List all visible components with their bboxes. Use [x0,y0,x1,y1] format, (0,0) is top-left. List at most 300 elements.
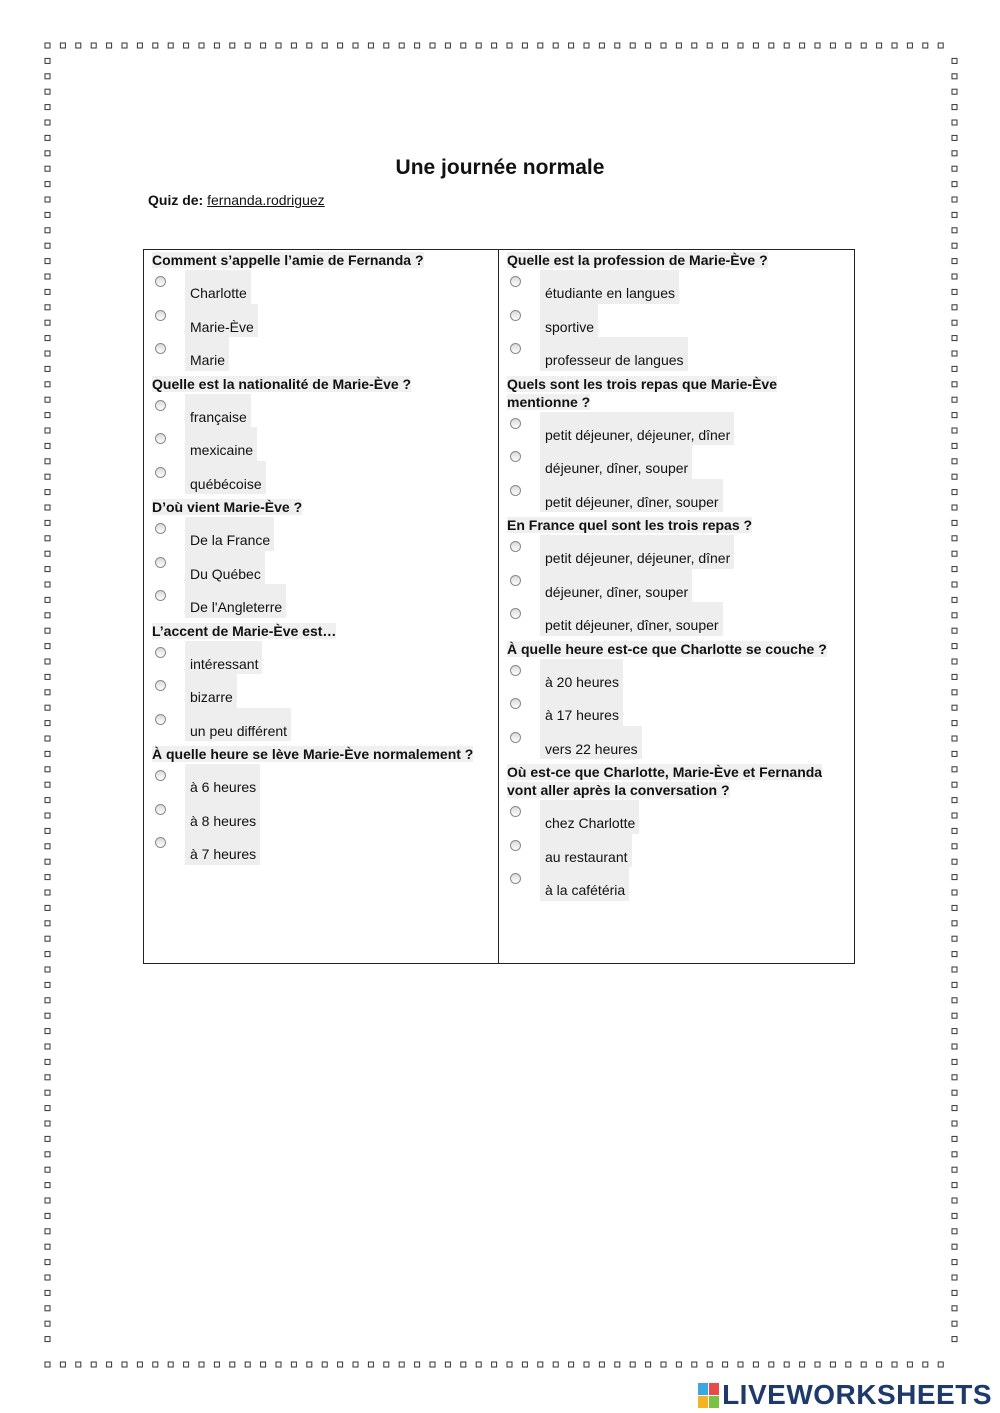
border-square [45,1321,50,1326]
question-block [507,764,848,901]
border-square [45,212,50,217]
border-square [45,1167,50,1172]
border-square [476,43,481,48]
radio-button[interactable] [155,590,166,601]
border-square [307,43,312,48]
option-label[interactable]: Marie [185,337,229,371]
border-square [952,875,957,880]
border-square [45,397,50,402]
border-square [107,43,112,48]
option-label[interactable]: professeur de langues [540,337,688,371]
radio-button[interactable] [510,276,521,287]
border-square [45,520,50,525]
option-label[interactable]: Marie-Ève [185,304,258,338]
border-square [952,1213,957,1218]
option-label[interactable]: étudiante en langues [540,270,679,304]
logo-mark-square [698,1396,708,1408]
answer-option[interactable] [152,674,492,708]
option-label[interactable]: sportive [540,304,598,338]
radio-button[interactable] [155,680,166,691]
border-square [45,1229,50,1234]
border-square [492,43,497,48]
border-square [952,567,957,572]
answer-option[interactable] [152,831,492,865]
answer-option[interactable] [152,708,492,742]
border-square [45,1290,50,1295]
answer-option[interactable] [152,304,492,338]
border-square [45,674,50,679]
border-square [45,813,50,818]
border-square [137,1362,142,1367]
border-square [153,1362,158,1367]
border-square [784,43,789,48]
border-square [45,336,50,341]
border-square [952,1229,957,1234]
border-square [45,705,50,710]
border-square [45,197,50,202]
answer-option[interactable] [507,412,848,446]
border-square [952,613,957,618]
border-square [952,382,957,387]
option-label[interactable]: bizarre [185,674,237,708]
border-square [45,875,50,880]
author-link[interactable]: fernanda.rodriguez [207,192,325,208]
border-square [45,1275,50,1280]
border-square [45,828,50,833]
question-block [152,746,492,865]
quiz-table [143,249,855,964]
border-square [952,1013,957,1018]
answer-option[interactable] [507,270,848,304]
border-square [952,336,957,341]
border-square [122,43,127,48]
border-square [952,1337,957,1342]
byline-label: Quiz de: [148,192,204,208]
border-square [45,1198,50,1203]
border-square [952,936,957,941]
border-square [952,1183,957,1188]
radio-button[interactable] [510,575,521,586]
question-text: À quelle heure se lève Marie-Ève normalement ? [152,746,474,762]
option-label[interactable]: déjeuner, dîner, souper [540,569,692,603]
border-square [45,243,50,248]
page-title: Une journée normale [395,156,605,179]
border-square [91,1362,96,1367]
border-square [430,1362,435,1367]
border-square [952,243,957,248]
border-square [291,43,296,48]
border-square [952,551,957,556]
border-square [45,767,50,772]
answer-option[interactable] [507,659,848,693]
option-label[interactable]: intéressant [185,641,262,675]
border-square [952,967,957,972]
border-square [952,705,957,710]
border-square [615,1362,620,1367]
border-square [214,1362,219,1367]
border-square [461,1362,466,1367]
border-square [952,582,957,587]
border-square [45,1362,50,1367]
border-square [522,43,527,48]
border-square [261,1362,266,1367]
border-square [952,1106,957,1111]
border-square [153,43,158,48]
border-square [45,459,50,464]
border-square [45,474,50,479]
border-square [45,1106,50,1111]
question-text: D’où vient Marie-Ève ? [152,499,303,515]
radio-button[interactable] [155,276,166,287]
border-square [952,1198,957,1203]
question-text: En France quel sont les trois repas ? [507,517,753,533]
quiz-byline [148,192,325,208]
border-square [199,43,204,48]
answer-option[interactable] [507,535,848,569]
option-label[interactable]: à 20 heures [540,659,623,693]
border-square [815,43,820,48]
border-square [245,1362,250,1367]
answer-option[interactable] [152,461,492,495]
border-square [952,274,957,279]
border-square [45,58,50,63]
radio-button[interactable] [510,541,521,552]
border-square [45,936,50,941]
option-label[interactable]: Charlotte [185,270,251,304]
border-square [846,43,851,48]
radio-button[interactable] [510,698,521,709]
border-square [538,1362,543,1367]
answer-option[interactable] [507,479,848,513]
border-square [952,58,957,63]
option-label[interactable]: petit déjeuner, déjeuner, dîner [540,535,734,569]
radio-button[interactable] [510,665,521,676]
border-square [553,43,558,48]
question-block [152,623,492,742]
radio-button[interactable] [510,608,521,619]
border-square [952,1059,957,1064]
border-square [384,1362,389,1367]
border-square [952,597,957,602]
border-square [846,1362,851,1367]
border-square [45,305,50,310]
border-square [661,43,666,48]
border-square [952,520,957,525]
border-square [445,1362,450,1367]
border-square [76,43,81,48]
option-label[interactable]: De la France [185,517,274,551]
border-square [45,690,50,695]
border-square [45,721,50,726]
border-square [952,259,957,264]
border-square [45,751,50,756]
answer-option[interactable] [507,800,848,834]
radio-button[interactable] [155,557,166,568]
border-square [45,998,50,1003]
border-square [952,1167,957,1172]
border-square [76,1362,81,1367]
border-square [45,890,50,895]
border-square [952,1244,957,1249]
radio-button[interactable] [155,804,166,815]
option-label[interactable]: au restaurant [540,834,632,868]
border-square [952,1290,957,1295]
border-square [952,921,957,926]
border-square [45,351,50,356]
answer-option[interactable] [152,394,492,428]
radio-button[interactable] [510,343,521,354]
option-label[interactable]: québécoise [185,461,266,495]
border-square [45,505,50,510]
radio-button[interactable] [155,714,166,725]
border-square [45,1029,50,1034]
answer-option[interactable] [152,427,492,461]
radio-button[interactable] [155,433,166,444]
border-square [384,43,389,48]
answer-option[interactable] [152,584,492,618]
border-square [861,1362,866,1367]
border-square [45,1213,50,1218]
border-square [45,967,50,972]
border-square [60,1362,65,1367]
answer-option[interactable] [152,798,492,832]
answer-option[interactable] [152,517,492,551]
answer-option[interactable] [507,337,848,371]
radio-button[interactable] [155,770,166,781]
border-square [630,1362,635,1367]
border-square [168,43,173,48]
border-square [952,628,957,633]
logo-text: LIVEWORKSHEETS [722,1379,992,1410]
border-square [322,1362,327,1367]
radio-button[interactable] [155,467,166,478]
border-square [230,43,235,48]
border-square [584,43,589,48]
border-square [952,1029,957,1034]
option-label[interactable]: De l'Angleterre [185,584,286,618]
border-square [952,212,957,217]
border-square [952,674,957,679]
border-square [45,659,50,664]
question-block [507,641,848,760]
question-text: Comment s’appelle l’amie de Fernanda ? [152,252,424,268]
border-square [952,828,957,833]
border-square [952,120,957,125]
border-square [952,536,957,541]
border-square [45,905,50,910]
border-square [338,1362,343,1367]
border-square [952,89,957,94]
border-square [538,43,543,48]
border-square [877,43,882,48]
border-square [45,182,50,187]
border-square [45,1183,50,1188]
border-square [507,43,512,48]
answer-option[interactable] [152,551,492,585]
option-label[interactable]: petit déjeuner, dîner, souper [540,602,723,636]
border-square [952,1260,957,1265]
border-square [45,105,50,110]
border-square [45,952,50,957]
radio-button[interactable] [155,523,166,534]
border-square [692,43,697,48]
answer-option[interactable] [152,337,492,371]
logo-mark-square [709,1396,719,1408]
border-square [952,135,957,140]
border-square [615,43,620,48]
radio-button[interactable] [510,418,521,429]
border-square [952,751,957,756]
border-square [952,1136,957,1141]
border-square [291,1362,296,1367]
radio-button[interactable] [510,806,521,817]
border-square [45,782,50,787]
option-label[interactable]: à la cafétéria [540,867,629,901]
answer-option[interactable] [152,764,492,798]
answer-option[interactable] [507,445,848,479]
border-square [45,490,50,495]
border-square [599,43,604,48]
option-label[interactable]: petit déjeuner, dîner, souper [540,479,723,513]
border-square [415,43,420,48]
border-square [952,1044,957,1049]
border-square [45,1136,50,1141]
answer-option[interactable] [152,270,492,304]
border-square [938,43,943,48]
option-label[interactable]: Du Québec [185,551,265,585]
border-square [952,1121,957,1126]
border-square [738,43,743,48]
option-label[interactable]: à 6 heures [185,764,260,798]
border-square [646,43,651,48]
border-square [45,536,50,541]
option-label[interactable]: déjeuner, dîner, souper [540,445,692,479]
border-square [276,1362,281,1367]
border-square [569,1362,574,1367]
radio-button[interactable] [510,873,521,884]
answer-option[interactable] [507,834,848,868]
border-square [952,736,957,741]
radio-button[interactable] [155,310,166,321]
option-label[interactable]: à 8 heures [185,798,260,832]
border-square [45,844,50,849]
border-square [892,43,897,48]
radio-button[interactable] [510,310,521,321]
radio-button[interactable] [510,732,521,743]
answer-option[interactable] [152,641,492,675]
question-block [152,252,492,371]
radio-button[interactable] [510,485,521,496]
border-square [45,1244,50,1249]
border-square [877,1362,882,1367]
border-square [45,1059,50,1064]
border-square [861,43,866,48]
border-square [952,690,957,695]
border-square [952,998,957,1003]
border-square [199,1362,204,1367]
answer-option[interactable] [507,692,848,726]
border-square [952,305,957,310]
option-label[interactable]: vers 22 heures [540,726,642,760]
border-square [45,1013,50,1018]
answer-option[interactable] [507,602,848,636]
border-square [646,1362,651,1367]
border-square [168,1362,173,1367]
border-square [892,1362,897,1367]
option-label[interactable]: à 17 heures [540,692,623,726]
border-square [430,43,435,48]
logo-mark-square [709,1383,719,1395]
border-square [45,43,50,48]
border-square [45,366,50,371]
border-square [952,767,957,772]
question-text: Où est-ce que Charlotte, Marie-Ève et Fernanda vont aller après la conversation ? [507,764,823,798]
border-square [952,351,957,356]
border-square [368,43,373,48]
border-square [45,982,50,987]
answer-option[interactable] [507,867,848,901]
border-square [91,43,96,48]
border-square [261,43,266,48]
border-square [952,721,957,726]
border-square [107,1362,112,1367]
border-square [584,1362,589,1367]
border-square [45,1260,50,1265]
radio-button[interactable] [510,840,521,851]
question-block [152,376,492,495]
radio-button[interactable] [155,343,166,354]
question-block [507,252,848,371]
border-square [45,89,50,94]
border-square [952,844,957,849]
option-label[interactable]: chez Charlotte [540,800,639,834]
border-square [569,43,574,48]
border-square [769,1362,774,1367]
border-square [368,1362,373,1367]
border-square [276,43,281,48]
radio-button[interactable] [510,451,521,462]
question-text: Quelle est la nationalité de Marie-Ève ? [152,375,412,392]
border-square [707,43,712,48]
option-label[interactable]: à 7 heures [185,831,260,865]
answer-option[interactable] [507,304,848,338]
option-label[interactable]: petit déjeuner, déjeuner, dîner [540,412,734,446]
radio-button[interactable] [155,647,166,658]
option-label[interactable]: mexicaine [185,427,257,461]
border-square [952,1090,957,1095]
border-square [952,490,957,495]
border-square [353,43,358,48]
border-square [45,74,50,79]
question-text: L’accent de Marie-Ève est… [152,622,337,639]
answer-option[interactable] [507,726,848,760]
answer-option[interactable] [507,569,848,603]
border-square [45,628,50,633]
border-square [815,1362,820,1367]
border-square [952,859,957,864]
border-square [784,1362,789,1367]
border-square [952,982,957,987]
border-square [952,1152,957,1157]
radio-button[interactable] [155,837,166,848]
border-square [952,1275,957,1280]
border-square [399,43,404,48]
border-square [45,320,50,325]
radio-button[interactable] [155,400,166,411]
option-label[interactable]: française [185,394,251,428]
option-label[interactable]: un peu différent [185,708,291,742]
border-square [952,1306,957,1311]
